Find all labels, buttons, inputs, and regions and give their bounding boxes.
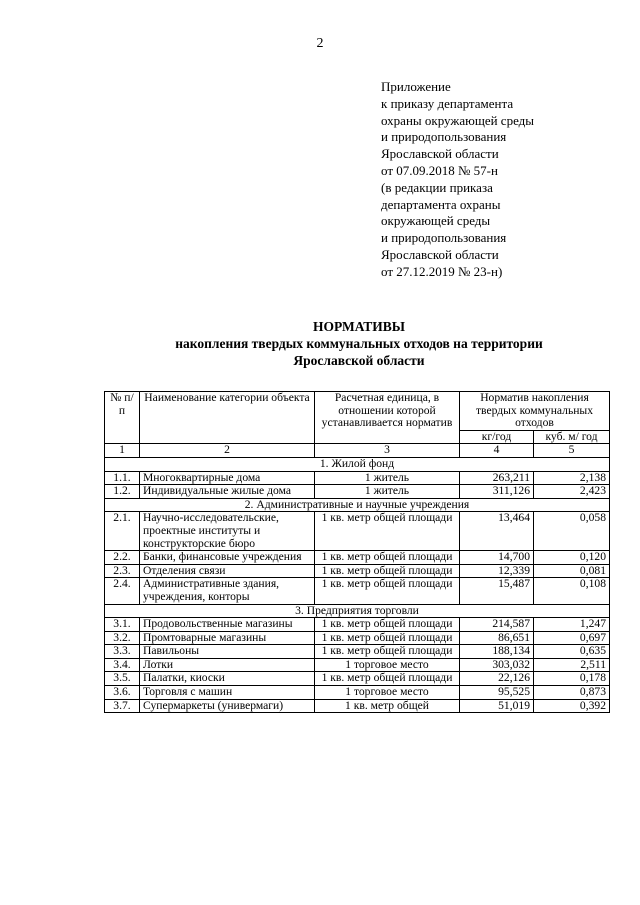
appendix-line: охраны окружающей среды [381,112,535,128]
norm-m3-per-year: 0,120 [534,551,610,565]
table-row [105,578,610,604]
header-kg-year: кг/год [460,430,534,444]
norm-kg-per-year: 214,587 [460,618,534,632]
header-category: Наименование категории объекта [140,392,315,444]
table-row [105,631,610,645]
appendix-line: от 27.12.2019 № 23-н) [381,263,503,279]
norm-m3-per-year: 0,697 [534,631,610,645]
norm-kg-per-year: 22,126 [460,672,534,686]
column-number-3: 3 [315,444,460,458]
table-row [105,672,610,686]
table-body [105,457,610,712]
calc-unit: 1 житель [315,471,460,485]
table-row [105,686,610,700]
calc-unit: 1 кв. метр общей площади [315,578,460,604]
norm-kg-per-year: 14,700 [460,551,534,565]
calc-unit: 1 кв. метр общей площади [315,551,460,565]
norm-kg-per-year: 303,032 [460,658,534,672]
section-title: 2. Административные и научные учреждения [105,498,610,512]
calc-unit: 1 кв. метр общей площади [315,631,460,645]
category-name: Банки, финансовые учреждения [140,551,315,565]
category-name: Палатки, киоски [140,672,315,686]
category-name: Индивидуальные жилые дома [140,485,315,499]
appendix-line: департамента охраны [381,196,501,212]
norm-m3-per-year: 0,392 [534,699,610,713]
appendix-line: Ярославской области [381,146,499,162]
norm-kg-per-year: 311,126 [460,485,534,499]
category-name: Отделения связи [140,564,315,578]
calc-unit: 1 кв. метр общей площади [315,645,460,659]
appendix-line: и природопользования [381,230,507,246]
row-number: 3.6. [105,686,140,700]
category-name: Промтоварные магазины [140,631,315,645]
table-row [105,471,610,485]
table-row [105,551,610,565]
table-row [105,485,610,499]
column-number-1: 1 [105,444,140,458]
row-number: 2.3. [105,564,140,578]
norm-kg-per-year: 12,339 [460,564,534,578]
header-number: № п/п [105,392,140,444]
document-title [100,318,618,369]
column-number-4: 4 [460,444,534,458]
title-line-2: накопления твердых коммунальных отходов на территории [175,336,543,351]
page-number: 2 [316,36,324,51]
appendix-line: окружающей среды [381,213,491,229]
norm-m3-per-year: 0,108 [534,578,610,604]
table-row [105,512,610,551]
category-name: Продовольственные магазины [140,618,315,632]
section-title: 1. Жилой фонд [105,457,610,471]
norm-m3-per-year: 1,247 [534,618,610,632]
appendix-line: (в редакции приказа [381,179,493,195]
norm-m3-per-year: 0,873 [534,686,610,700]
row-number: 1.2. [105,485,140,499]
norm-kg-per-year: 15,487 [460,578,534,604]
norm-kg-per-year: 263,211 [460,471,534,485]
section-title: 3. Предприятия торговли [105,604,610,618]
norm-m3-per-year: 2,511 [534,658,610,672]
norms-table [104,391,610,713]
row-number: 3.1. [105,618,140,632]
category-name: Административные здания, учреждения, конторы [140,578,315,604]
title-line-1: НОРМАТИВЫ [312,319,406,334]
row-number: 1.1. [105,471,140,485]
appendix-line: к приказу департамента [381,95,514,111]
category-name: Павильоны [140,645,315,659]
norm-kg-per-year: 188,134 [460,645,534,659]
column-number-5: 5 [534,444,610,458]
row-number: 3.5. [105,672,140,686]
row-number: 3.4. [105,658,140,672]
norm-m3-per-year: 0,178 [534,672,610,686]
category-name: Супермаркеты (универмаги) [140,699,315,713]
calc-unit: 1 кв. метр общей [315,699,460,713]
calc-unit: 1 кв. метр общей площади [315,512,460,551]
column-number-2: 2 [140,444,315,458]
appendix-line: Приложение [381,79,451,94]
section-header-row [105,604,610,618]
section-header-row [105,498,610,512]
norm-kg-per-year: 95,525 [460,686,534,700]
header-norm-group: Норматив накопления твердых коммунальных отходов [460,392,610,431]
norm-m3-per-year: 2,138 [534,471,610,485]
header-m3-year: куб. м/ год [534,430,610,444]
table-row [105,564,610,578]
norm-m3-per-year: 2,423 [534,485,610,499]
category-name: Лотки [140,658,315,672]
category-name: Многоквартирные дома [140,471,315,485]
norm-kg-per-year: 51,019 [460,699,534,713]
norm-m3-per-year: 0,635 [534,645,610,659]
calc-unit: 1 торговое место [315,686,460,700]
row-number: 2.1. [105,512,140,551]
row-number: 3.7. [105,699,140,713]
appendix-line: от 07.09.2018 № 57-н [381,162,498,178]
calc-unit: 1 кв. метр общей площади [315,672,460,686]
table-row [105,699,610,713]
calc-unit: 1 кв. метр общей площади [315,618,460,632]
calc-unit: 1 торговое место [315,658,460,672]
appendix-block [381,79,534,281]
category-name: Научно-исследовательские, проектные институты и конструкторские бюро [140,512,315,551]
calc-unit: 1 кв. метр общей площади [315,564,460,578]
row-number: 3.2. [105,631,140,645]
header-unit: Расчетная единица, в отношении которой устанавливается норматив [315,392,460,444]
section-header-row [105,457,610,471]
row-number: 2.2. [105,551,140,565]
appendix-line: Ярославской области [381,246,499,262]
appendix-line: и природопользования [381,129,507,145]
norm-m3-per-year: 0,058 [534,512,610,551]
row-number: 3.3. [105,645,140,659]
row-number: 2.4. [105,578,140,604]
norm-m3-per-year: 0,081 [534,564,610,578]
category-name: Торговля с машин [140,686,315,700]
table-row [105,618,610,632]
calc-unit: 1 житель [315,485,460,499]
table-row [105,645,610,659]
norm-kg-per-year: 13,464 [460,512,534,551]
norm-kg-per-year: 86,651 [460,631,534,645]
table-row [105,658,610,672]
title-line-3: Ярославской области [293,353,425,368]
